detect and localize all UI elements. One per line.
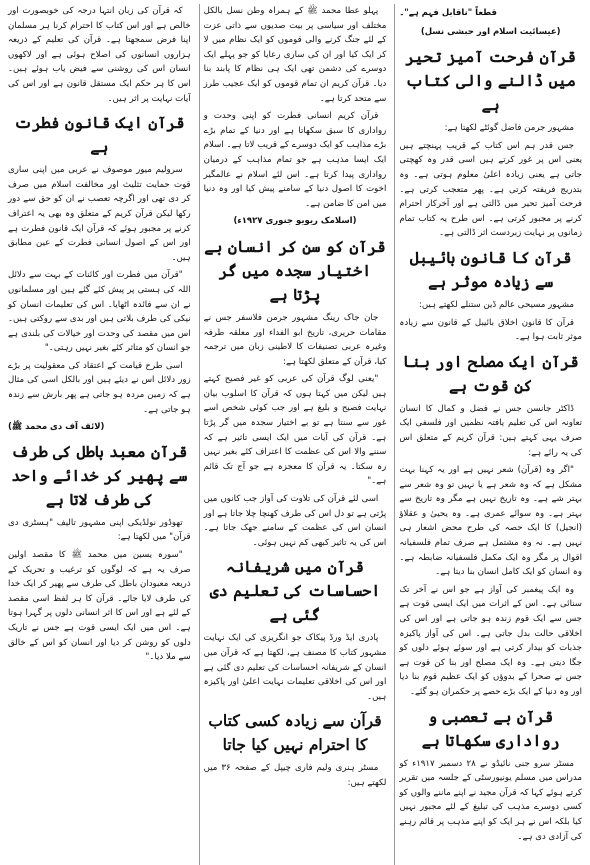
article-heading: قرآن کو سن کر انسان بے اختیار سجدہ میں گر پڑتا ہے — [204, 236, 386, 304]
paragraph: "اگر وہ (قرآن) شعر نہیں ہے اور یہ کہنا بہت مشکل ہے کہ وہ شعر ہے یا نہیں تو وہ شعر سے بہتر شے ہے۔ وہ تاریخ نہیں ہے مگر وہ تاریخ سے بہتر ہے۔ وہ سوائے عمری ہے۔ وہ یحییٰ و عقلاؤ (انجیل) کا ایک حصہ کی طرح محض اشعار ہی نہیں ہے۔ نہ وہ مشتمل ہے صرف تمام فلسفیانہ اقوال پر مگر وہ ایک مکمل فلسفیانہ ضابطہ ہے۔ وہ انسان کو ایک کامل انسان بنا دیتا ہے۔ — [399, 465, 582, 578]
paragraph: جس قدر ہم اس کتاب کے قریب پہنچتے ہیں یعنی اس پر غور کرتے ہیں اسی قدر وہ کھچتی جاتی ہے یعنی زیادہ اعلیٰ معلوم ہوتی ہے۔ وہ بتدریج فریفتہ کرتی ہے۔ پھر متعجب کرتی ہے۔ فرحت آمیز تحیر میں ڈالتی ہے اور آخرکار احترام کرنے پر مجبور کرتی ہے۔ اس طرح یہ کتاب تمام زمانوں پر نہایت زبردست اثر ڈالتی ہے۔ — [399, 140, 582, 239]
paragraph: پہلو عطا محمد ﷺ کے ہمراہ وطن نسل بالکل مختلف اور سیاسی پر بیت صدیوں سے ذاتی عزت کے لئے جنگ کرنے والی قوموں کو ایک نظام میں لا کر ایک کیا اور ان کی ساری رعایا کو جو پہلے ایک دوسرے کی دشمن تھی ایک ہی نظام کا پابند بنا دیا۔ قرآن کریم ان تمام قوموں کو ایک عجیب طرز سے متحد کرتا ہے۔ — [203, 6, 387, 104]
paragraph: قرآن کا قانون اخلاق بائیبل کے قانون سے زیادہ موثر ثابت ہوا ہے۔ — [399, 317, 582, 343]
article-heading: قرآن کا قانون بائیبل سے زیادہ موثر ہے — [409, 247, 572, 291]
paragraph: اسی طرح قیامت کے اعتقاد کی معقولیت پر بڑے زور دلائل اس نے دیئے ہیں اور بالکل اسی کی مثال ہے کہ زمین مردہ ہو جاتی ہے پھر بارش سے زندہ ہو جاتی ہے۔ — [7, 360, 191, 415]
column-right — [394, 4, 586, 865]
paragraph: کہ قرآن کی زبان انتہا درجہ کی خوبصورت اور خالص ہے اور اس کتاب کا احترام کرنا ہر مسلمان اپنا فرض سمجھتا ہے۔ قرآن کی تعلیم کے ذریعہ ہزاروں انسانوں کی اصلاح ہوئی ہے اور لاکھوں انسان اس کی روشنی سے فیض یاب ہوئے ہیں۔ اس کا ہر حکم ایک مستقل قانون ہے اور اس کی آیات نہایت پر اثر ہیں۔ — [7, 6, 191, 104]
article-heading: قرآن سے زیادہ کسی کتاب کا احترام نہیں کیا جاتا — [208, 711, 382, 755]
article-heading: قرآن ایک مصلح اور بنا کن قوت ہے — [402, 351, 579, 395]
attribution: قطعاً "ناقابل فہم ہے"۔ — [399, 8, 497, 18]
source-citation: (اسلامک ریویو جنوری ۱۹۲۷ء) — [233, 216, 357, 227]
paragraph: "یعنی لوگ قرآن کی عربی کو غیر فصیح کہتے ہیں لیکن میں کہتا ہوں کہ قرآن کا اسلوب بیان نہایت فصیح و بلیغ ہے اور جب کوئی شخص اسے غور سے سنتا ہے تو بے اختیار سجدہ میں گر پڑتا ہے۔ قرآن کی آیات میں ایک ایسی تاثیر ہے کہ سننے والا اس کی عظمت کا اعتراف کئے بغیر نہیں رہ سکتا۔ یہ قرآن کا معجزہ ہے جو آج تک قائم ہے۔" — [203, 374, 387, 487]
paragraph: مشہور جرمن فاضل گوئٹے لکھتا ہے: — [444, 123, 574, 134]
attribution: (لائف آف دی محمد ﷺ) — [7, 422, 105, 433]
paragraph: مسٹر سرو جنی نائیڈو نے ۲۸ دسمبر ۱۹۱۷ء کو مدراس میں مسلم یونیورسٹی کے جلسہ میں تقریر کرتے ہوئے کہا کہ قرآن مجید نے اپنے ماننے والوں کو کسی دوسرے مذہب کی تبلیغ کے لئے مجبور نہیں کیا بلکہ اس نے ہر ایک کو اپنے مذہب پر قائم رہنے کی آزادی دی ہے۔ — [399, 758, 582, 842]
article-heading: قرآن بے تعصبی و رواداری سکھاتا ہے — [421, 706, 560, 750]
source-citation: (عیسائیت اسلام اور حبشی نسل) — [420, 26, 561, 37]
paragraph: مشہور مسیحی عالم ڈین ستنلے لکھتے ہیں: — [419, 299, 574, 310]
paragraph: وہ ایک پیغمبر کی آواز ہے جو اس نے آخر تک سنائی ہے۔ اس کے اثرات میں ایک ایسی قوت ہے جس سے ایک قوم زندہ ہو جاتی ہے اور اس کی اخلاقی حالت بدل جاتی ہے۔ اس کی آواز پاکیزہ جذبات کو بیدار کرتی ہے اور سوئے ہوئے دلوں کو جگا دیتی ہے۔ وہ ایک مصلح اور بنا کن قوت ہے جس نے صحرا کے بدوؤں کو ایک عظیم قوم بنا دیا اور وہ دنیا کے ایک بڑے حصے پر حکمران ہو گئے۔ — [399, 584, 582, 697]
paragraph: سرولیم میور موصوف نے عربی میں اپنی ساری قوت حمایت تثلیث اور مخالفت اسلام میں صرف کر دی تھی اور اگرچہ تعصب نے ان کو حق سے دور رکھا لیکن قرآن کریم کے متعلق وہ بھی یہ اعتراف کرنے پر مجبور ہوئے کہ قرآن ایک قانون فطرت ہے اور اس کے اصول انسانی فطرت کے عین مطابق ہیں۔ — [7, 165, 191, 263]
paragraph: "سورہ یسین میں محمد ﷺ کا مقصد اولین صرف یہ ہے کہ لوگوں کو ترغیب و تحریک کے ذریعہ معبودان باطل کی طرف سے پھیر کر ایک خدا کی طرف لایا جائے۔ قرآن کا ہر لفظ اسی مقصد کے لئے ہے اور اس کا اثر انسانی دلوں پر گہرا ہوتا ہے۔ اس میں ایک ایسی قوت ہے جس نے تاریک دلوں کو روشن کر دیا اور انسان کو اس کے خالق سے ملا دیا۔" — [7, 550, 191, 663]
article-heading: قرآن فرحت آمیز تحیر میں ڈالنے والی کتاب ہے — [405, 47, 576, 115]
column-left — [4, 4, 195, 865]
paragraph: تھوڈور نولڈیکی اپنی مشہور تالیف "ہسٹری دی قرآن" میں لکھتا ہے: — [7, 517, 191, 543]
article-heading: قرآن ایک قانون فطرت ہے — [14, 113, 185, 157]
paragraph: "قرآن میں فطرت اور کائنات کے بہت سے دلائل اللہ کی ہستی پر پیش کئے گئے ہیں اور مسلمانوں نے ان سے فائدہ اٹھایا۔ اس کی تعلیمات انسان کو نیکی کی طرف بلاتی ہیں اور بدی سے روکتی ہیں۔ اس میں مقصد کی وحدت اور خیالات کی بلندی ہے جو انسان کو متاثر کئے بغیر نہیں رہتی۔" — [7, 270, 191, 354]
paragraph: ڈاکٹر جانسن جس نے فضل و کمال کا انسان تعاونہ اس کی تعلیم یافتہ نظمیں اور فلسفی ایک صرف یہی کہتے ہیں: قرآن کریم کے متعلق اس کی یہ رائے ہے: — [399, 403, 582, 458]
article-heading: قرآن معبد باطل کی طرف سے پھیر کر خدائے واحد کی طرف لاتا ہے — [11, 441, 188, 509]
paragraph: اسی لئے قرآن کی تلاوت کی آواز جب کانوں میں پڑتی ہے تو دل اس کی طرف کھنچا چلا جاتا ہے اور انسان اس کی عظمت کے سامنے جھک جاتا ہے۔ اس کی یہ تاثیر کبھی کم نہیں ہوئی۔ — [203, 494, 387, 548]
column-middle — [199, 4, 391, 865]
paragraph: قرآن کریم انسانی فطرت کو اپنی وحدت و رواداری کا سبق سکھاتا ہے اور دنیا کے تمام بڑے بڑے مذاہب کو ایک دوسرے کے قریب لاتا ہے۔ اسلام ایک ایسا مذہب ہے جو تمام مذاہب کے درمیان رواداری پیدا کرتا ہے۔ اس لئے اسلام نے عالمگیر اخوت کا اصول دنیا کے سامنے پیش کیا اور وہ دنیا میں امن کا ضامن ہے۔ — [203, 111, 387, 209]
article-heading: قرآن میں شریفانہ احساسات کی تعلیم دی گئی ہے — [209, 557, 381, 625]
paragraph: پادری ایڈ ورڈ پیکاک جو انگریزی کی ایک نہایت مشہور کتاب کا مصنف ہے، لکھتا ہے کہ قرآن میں انسان کے شریفانہ احساسات کی تعلیم دی گئی ہے اور اس کی اخلاقی تعلیمات نہایت اعلیٰ اور پاکیزہ ہیں۔ — [203, 633, 387, 702]
column-container — [4, 4, 586, 865]
paragraph: جان جاک رینگ مشہور جرمن فلاسفر جس نے مقامات حریری، تاریخ ابو الفداء اور معلقہ طرفہ وغیرہ عربی تصنیفات کا لاطینی زبان میں ترجمہ کیا، قرآن کے متعلق لکھتا ہے: — [203, 312, 387, 367]
paragraph: مسٹر ہنری ولیم فاری چیپل کے صفحہ ۳۶ میں لکھتے ہیں: — [203, 763, 387, 788]
